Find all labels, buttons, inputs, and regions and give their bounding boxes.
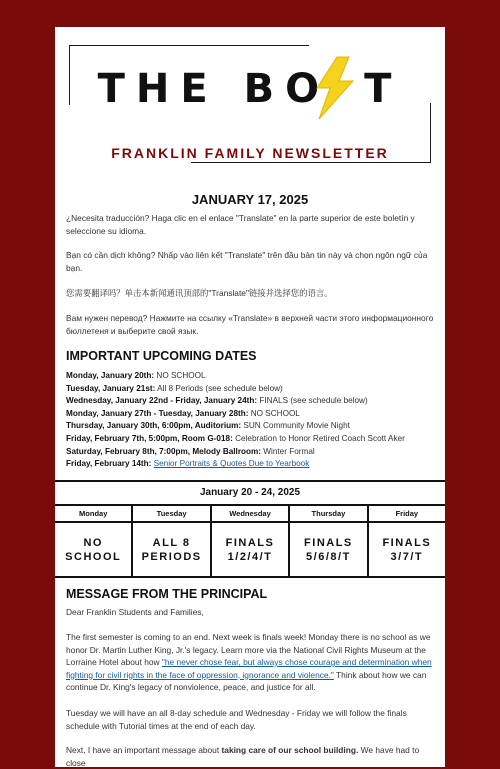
upcoming-dates-heading: IMPORTANT UPCOMING DATES	[66, 349, 257, 363]
logo-text-left: THE BO	[97, 66, 331, 112]
principal-paragraph-3	[66, 744, 436, 769]
schedule-day: Thursday	[290, 506, 366, 523]
schedule-column-tuesday	[133, 506, 211, 576]
date-item	[66, 408, 436, 421]
lightning-bolt-icon	[313, 55, 355, 121]
paragraph-text: Think about how we can continue Dr. King's legacy of nonviolence, peace, and justice for all.	[66, 669, 427, 692]
paragraph-text: The first semester is coming to an end. Next week is finals week! Monday there is no school as we honor Dr. Martin Luther King, Jr.'s legacy. Learn more via the National Civil Rights Museum at the Lorraine Hotel about how	[66, 632, 431, 667]
principal-paragraph-2: Tuesday we will have an all 8-day schedule and Wednesday - Friday we will follow the finals schedule with Tutorial times at the end of each day.	[66, 708, 407, 731]
schedule-content: FINALS 1/2/4/T	[225, 536, 275, 563]
date-item	[66, 433, 436, 446]
masthead	[69, 45, 431, 163]
schedule-column-friday	[369, 506, 445, 576]
schedule-column-monday	[55, 506, 133, 576]
schedule-day: Wednesday	[212, 506, 288, 523]
date-text: All 8 Periods (see schedule below)	[155, 383, 283, 393]
schedule-table	[55, 506, 445, 578]
date-item	[66, 446, 436, 459]
schedule-content: ALL 8 PERIODS	[141, 536, 202, 563]
date-item	[66, 370, 436, 383]
date-label: Friday, February 7th, 5:00pm, Room G-018:	[66, 433, 233, 443]
principal-paragraph-1	[66, 631, 436, 694]
date-text: NO SCHOOL	[248, 408, 300, 418]
date-text: Winter Formal	[261, 446, 315, 456]
yearbook-link[interactable]: Senior Portraits & Quotes Due to Yearbook	[153, 459, 310, 469]
masthead-frame-top	[69, 45, 309, 46]
date-text: Celebration to Honor Retired Coach Scott Aker	[232, 433, 405, 443]
date-label: Tuesday, January 21st:	[66, 383, 156, 393]
date-label: Saturday, February 8th, 7:00pm, Melody Ballroom:	[66, 446, 262, 456]
date-item	[66, 383, 436, 396]
date-label: Thursday, January 30th, 6:00pm, Auditorium:	[66, 421, 242, 431]
schedule-content: NO SCHOOL	[65, 536, 122, 563]
paragraph-text: Next, I have an important message about	[66, 745, 222, 755]
paragraph-text: We have had to close	[66, 745, 420, 768]
upcoming-dates-list	[66, 370, 436, 471]
masthead-subtitle: FRANKLIN FAMILY NEWSLETTER	[111, 145, 389, 161]
schedule-column-wednesday	[212, 506, 290, 576]
schedule-day: Tuesday	[133, 506, 209, 523]
date-label: Wednesday, January 22nd - Friday, January 24th:	[66, 396, 258, 406]
masthead-frame-bottom	[191, 162, 431, 163]
date-text: NO SCHOOL	[154, 371, 206, 380]
translation-russian: Вам нужен перевод? Нажмите на ссылку «Translate» в верхней части этого информационного бюллетеня и выберите свой язык.	[66, 313, 434, 336]
schedule-content: FINALS 3/7/T	[382, 536, 432, 563]
schedule-day: Monday	[55, 506, 131, 523]
paragraph-emphasis: taking care of our school building.	[221, 745, 359, 755]
translation-spanish: ¿Necesita traducción? Haga clic en el enlace "Translate" en la parte superior de este boletín y seleccione su idioma.	[66, 213, 415, 236]
date-text: SUN Community Movie Night	[241, 421, 350, 431]
translation-chinese: 您需要翻译吗？单击本新闻通讯顶部的"Translate"链接并选择您的语言。	[66, 288, 333, 298]
schedule-content: FINALS 5/6/8/T	[304, 536, 353, 563]
civil-rights-museum-link[interactable]: "he never chose fear, but always chose courage and determination when fighting for civil rights in the face of oppression, ignorance and violence."	[66, 657, 432, 680]
issue-date: JANUARY 17, 2025	[191, 192, 309, 207]
date-text: FINALS (see schedule below)	[257, 396, 368, 406]
logo-text-right: T	[364, 66, 403, 112]
masthead-logo	[69, 66, 431, 112]
date-item	[66, 395, 436, 408]
date-label: Friday, February 14th:	[66, 459, 152, 469]
translation-vietnamese: Bạn có cần dịch không? Nhấp vào liên kết "Translate" trên đầu bản tin này và chọn ngôn ngữ của bạn.	[66, 250, 428, 273]
date-label: Monday, January 20th:	[66, 371, 155, 380]
principal-heading: MESSAGE FROM THE PRINCIPAL	[66, 587, 268, 601]
schedule-column-thursday	[290, 506, 368, 576]
newsletter-sheet	[55, 27, 445, 767]
date-item	[66, 458, 436, 471]
schedule-title: January 20 - 24, 2025	[55, 480, 445, 506]
date-label: Monday, January 27th - Tuesday, January 28th:	[66, 408, 249, 418]
principal-greeting: Dear Franklin Students and Families,	[66, 607, 204, 617]
date-item	[66, 420, 436, 433]
schedule-day: Friday	[369, 506, 445, 523]
